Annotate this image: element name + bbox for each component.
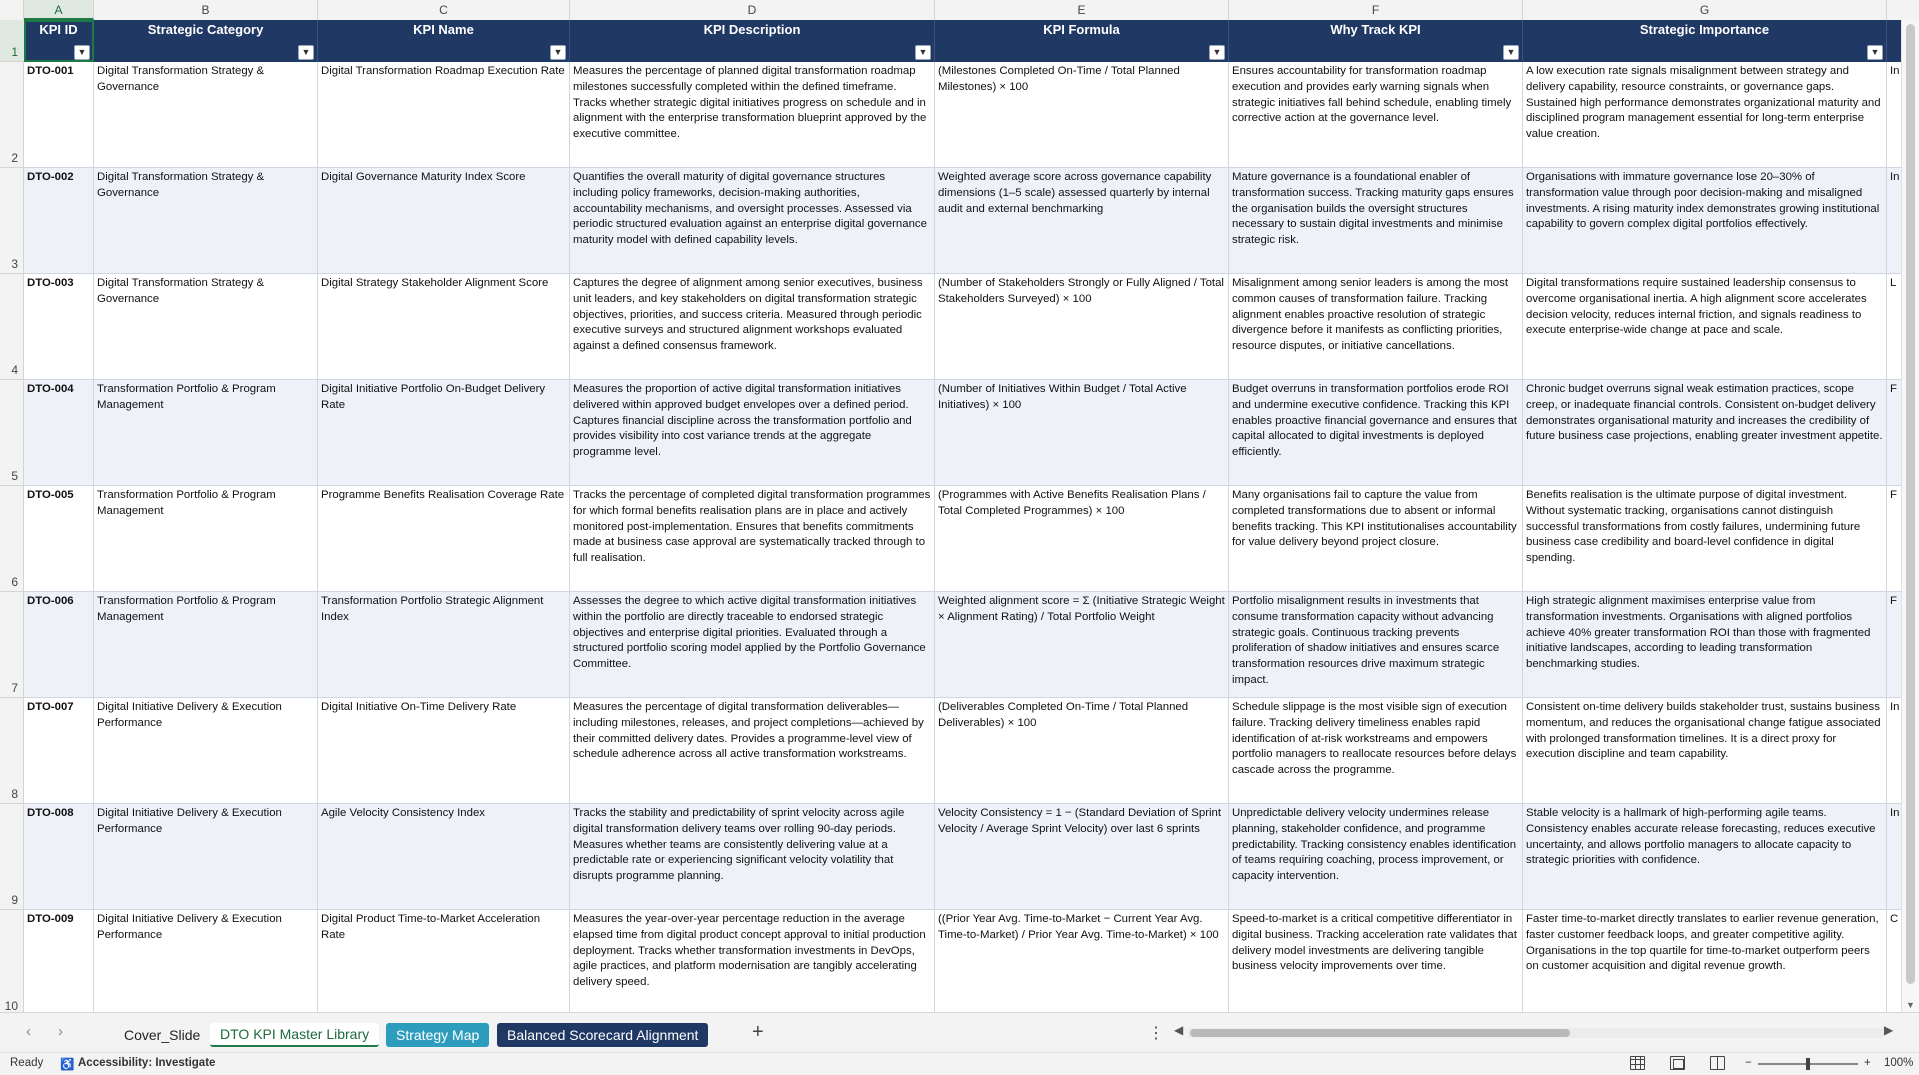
cell-kpi-formula[interactable]: (Deliverables Completed On-Time / Total Planned Deliverables) × 100: [935, 698, 1229, 804]
cell-kpi-formula[interactable]: (Milestones Completed On-Time / Total Planned Milestones) × 100: [935, 62, 1229, 168]
cell-strategic-category[interactable]: Transformation Portfolio & Program Management: [94, 592, 318, 698]
cell-next-column-partial[interactable]: F: [1887, 592, 1919, 698]
cell-kpi-description[interactable]: Measures the percentage of planned digital transformation roadmap milestones successfully completed within the defined timeframe. Tracks whether strategic digital initiatives progress on schedule and in alignment with the enterprise transformation blueprint approved by the executive committee.: [570, 62, 935, 168]
cell-kpi-name[interactable]: Digital Initiative Portfolio On-Budget Delivery Rate: [318, 380, 570, 486]
column-header-a[interactable]: A: [24, 0, 94, 20]
filter-dropdown-icon[interactable]: ▼: [550, 45, 566, 60]
select-all-corner[interactable]: [0, 0, 24, 20]
header-label: Strategic Category: [147, 22, 264, 37]
filter-dropdown-icon[interactable]: ▼: [298, 45, 314, 60]
cell-strategic-importance[interactable]: Chronic budget overruns signal weak estimation practices, scope creep, or inadequate financial controls. Consistent on-budget delivery demonstrates organisational maturity and increases the credibility of future business case projections, enabling greater investment appetite.: [1523, 380, 1887, 486]
cell-kpi-name[interactable]: Digital Strategy Stakeholder Alignment Score: [318, 274, 570, 380]
cell-next-column-partial[interactable]: C: [1887, 910, 1919, 1012]
row-header[interactable]: 7: [0, 592, 24, 698]
row-header[interactable]: 8: [0, 698, 24, 804]
cell-kpi-id[interactable]: DTO-003: [24, 274, 94, 380]
header-cell-kpi-description[interactable]: [570, 20, 935, 62]
header-cell-kpi-formula[interactable]: [935, 20, 1229, 62]
row-header[interactable]: 5: [0, 380, 24, 486]
add-sheet-button[interactable]: +: [752, 1021, 764, 1043]
vertical-scroll-thumb[interactable]: [1906, 24, 1915, 984]
cell-kpi-name[interactable]: Agile Velocity Consistency Index: [318, 804, 570, 910]
cell-next-column-partial[interactable]: In: [1887, 804, 1919, 910]
cell-kpi-name[interactable]: Digital Product Time-to-Market Acceleration Rate: [318, 910, 570, 1012]
cell-why-track-kpi[interactable]: Mature governance is a foundational enabler of transformation success. Tracking maturity gaps ensures the organisation builds the oversight structures necessary to sustain digital investments and minimise strategic risk.: [1229, 168, 1523, 274]
cell-kpi-formula[interactable]: (Programmes with Active Benefits Realisation Plans / Total Completed Programmes) × 100: [935, 486, 1229, 592]
cell-grid[interactable]: [24, 20, 1919, 1012]
filter-dropdown-icon[interactable]: ▼: [1209, 45, 1225, 60]
cell-next-column-partial[interactable]: F: [1887, 380, 1919, 486]
column-header-d[interactable]: D: [570, 0, 935, 20]
cell-kpi-description[interactable]: Measures the year-over-year percentage reduction in the average elapsed time from digital product concept approval to initial production deployment. Tracks whether transformation investments in DevOps, agile practices, and platform modernisation are tangibly accelerating delivery speed.: [570, 910, 935, 1012]
row-header[interactable]: 1: [0, 20, 24, 62]
scroll-down-icon[interactable]: ▼: [1906, 1000, 1915, 1010]
header-label: KPI ID: [39, 22, 78, 37]
cell-kpi-name[interactable]: Digital Governance Maturity Index Score: [318, 168, 570, 274]
row-header-column: [0, 20, 24, 1012]
cell-kpi-name[interactable]: Transformation Portfolio Strategic Alignment Index: [318, 592, 570, 698]
scroll-right-icon[interactable]: ▶: [1884, 1023, 1894, 1037]
row-header[interactable]: 4: [0, 274, 24, 380]
cell-strategic-category[interactable]: Digital Transformation Strategy & Governance: [94, 168, 318, 274]
cell-kpi-id[interactable]: DTO-009: [24, 910, 94, 1012]
header-cell-kpi-id[interactable]: [24, 20, 94, 62]
cell-kpi-description[interactable]: Tracks the percentage of completed digital transformation programmes for which formal benefits realisation plans are in place and actively monitored post-implementation. Ensures that benefits commitments made at business case approval are systematically tracked through to full realisation.: [570, 486, 935, 592]
normal-view-icon[interactable]: [1630, 1056, 1645, 1070]
tab-dto-kpi-master-library[interactable]: DTO KPI Master Library: [210, 1023, 379, 1047]
filter-dropdown-icon[interactable]: ▼: [1867, 45, 1883, 60]
header-label: KPI Description: [703, 22, 801, 37]
cell-kpi-formula[interactable]: (Number of Initiatives Within Budget / Total Active Initiatives) × 100: [935, 380, 1229, 486]
zoom-out-button[interactable]: −: [1745, 1057, 1752, 1069]
cell-next-column-partial[interactable]: In: [1887, 698, 1919, 804]
row-header[interactable]: 10: [0, 910, 24, 1012]
horizontal-scrollbar[interactable]: [1188, 1028, 1884, 1038]
cell-why-track-kpi[interactable]: Portfolio misalignment results in investments that consume transformation capacity without advancing strategic goals. Continuous tracking prevents proliferation of shadow initiatives and ensures scarce transformation resources drive maximum strategic impact.: [1229, 592, 1523, 698]
cell-kpi-description[interactable]: Tracks the stability and predictability of sprint velocity across agile digital transformation delivery teams over rolling 90-day periods. Measures whether teams are consistently delivering value at a predictable rate or experiencing significant velocity volatility that disrupts programme planning.: [570, 804, 935, 910]
column-header-b[interactable]: B: [94, 0, 318, 20]
header-label: Strategic Importance: [1639, 22, 1770, 37]
tab-strategy-map[interactable]: Strategy Map: [386, 1023, 489, 1047]
cell-strategic-category[interactable]: Digital Initiative Delivery & Execution Performance: [94, 804, 318, 910]
cell-kpi-name[interactable]: Digital Transformation Roadmap Execution Rate: [318, 62, 570, 168]
cell-why-track-kpi[interactable]: Unpredictable delivery velocity undermines release planning, stakeholder confidence, and programme predictability. Tracking consistency enables identification of teams requiring coaching, process improvement, or capacity intervention.: [1229, 804, 1523, 910]
vertical-scrollbar[interactable]: [1901, 20, 1919, 1012]
column-header-c[interactable]: C: [318, 0, 570, 20]
page-layout-view-icon[interactable]: [1670, 1056, 1685, 1070]
next-sheet-icon[interactable]: ›: [58, 1023, 63, 1040]
cell-strategic-category[interactable]: Digital Transformation Strategy & Governance: [94, 62, 318, 168]
header-cell-strategic-category[interactable]: [94, 20, 318, 62]
cell-strategic-category[interactable]: Digital Initiative Delivery & Execution Performance: [94, 698, 318, 804]
cell-strategic-importance[interactable]: Faster time-to-market directly translates to earlier revenue generation, faster customer feedback loops, and greater competitive agility. Organisations in the top quartile for time-to-market outperform peers on customer acquisition and digital revenue growth.: [1523, 910, 1887, 1012]
row-header[interactable]: 2: [0, 62, 24, 168]
cell-strategic-importance[interactable]: A low execution rate signals misalignment between strategy and delivery capability, resource constraints, or governance gaps. Sustained high performance demonstrates organizational maturity and disciplined program management essential for long-term enterprise value creation.: [1523, 62, 1887, 168]
header-cell-why-track-kpi[interactable]: [1229, 20, 1523, 62]
cell-kpi-description[interactable]: Quantifies the overall maturity of digital governance structures including policy frameworks, decision-making authorities, accountability mechanisms, and oversight processes. Assessed via periodic structured evaluation against an enterprise digital governance maturity model with defined capability levels.: [570, 168, 935, 274]
status-bar: [0, 1052, 1919, 1075]
column-header-h-partial[interactable]: [1887, 0, 1919, 20]
tab-options-icon[interactable]: ⋮: [1148, 1025, 1164, 1042]
header-cell-strategic-importance[interactable]: [1523, 20, 1887, 62]
filter-dropdown-icon[interactable]: ▼: [915, 45, 931, 60]
cell-strategic-importance[interactable]: Organisations with immature governance lose 20–30% of transformation value through poor decision-making and misaligned investments. A rising maturity index demonstrates growing institutional capability to govern complex digital portfolios effectively.: [1523, 168, 1887, 274]
tab-cover-slide[interactable]: Cover_Slide: [124, 1027, 201, 1043]
row-header[interactable]: 6: [0, 486, 24, 592]
tab-balanced-scorecard-alignment[interactable]: Balanced Scorecard Alignment: [497, 1023, 708, 1047]
header-label: KPI Formula: [1043, 22, 1120, 37]
header-label: KPI Name: [413, 22, 474, 37]
cell-kpi-id[interactable]: DTO-008: [24, 804, 94, 910]
page-break-view-icon[interactable]: [1710, 1056, 1725, 1070]
zoom-level[interactable]: 100%: [1884, 1057, 1914, 1069]
cell-kpi-formula[interactable]: Weighted alignment score = Σ (Initiative Strategic Weight × Alignment Rating) / Total Portfolio Weight: [935, 592, 1229, 698]
cell-next-column-partial[interactable]: F: [1887, 486, 1919, 592]
cell-kpi-formula[interactable]: Weighted average score across governance capability dimensions (1–5 scale) assessed quarterly by internal audit and external benchmarking: [935, 168, 1229, 274]
cell-kpi-description[interactable]: Measures the percentage of digital transformation deliverables—including milestones, releases, and project completions—achieved by their committed delivery dates. Provides a programme-level view of schedule adherence across all active transformation workstreams.: [570, 698, 935, 804]
accessibility-status[interactable]: Accessibility: Investigate: [78, 1057, 216, 1069]
cell-strategic-importance[interactable]: High strategic alignment maximises enterprise value from transformation investments. Organisations with aligned portfolios achieve 40% greater transformation ROI than those with fragmented initiative landscapes, according to leading transformation benchmarking studies.: [1523, 592, 1887, 698]
cell-kpi-name[interactable]: Digital Initiative On-Time Delivery Rate: [318, 698, 570, 804]
cell-kpi-formula[interactable]: ((Prior Year Avg. Time-to-Market − Current Year Avg. Time-to-Market) / Prior Year Avg. Time-to-Market) × 100: [935, 910, 1229, 1012]
cell-kpi-formula[interactable]: Velocity Consistency = 1 − (Standard Deviation of Sprint Velocity / Average Sprint Velocity) over last 6 sprints: [935, 804, 1229, 910]
column-header-g[interactable]: G: [1523, 0, 1887, 20]
cell-why-track-kpi[interactable]: Speed-to-market is a critical competitive differentiator in digital business. Tracking acceleration rate validates that delivery model investments are delivering tangible business velocity improvements over time.: [1229, 910, 1523, 1012]
header-cell-kpi-name[interactable]: [318, 20, 570, 62]
cell-kpi-description[interactable]: Measures the proportion of active digital transformation initiatives delivered within approved budget envelopes over a defined period. Captures financial discipline across the transformation portfolio and provides visibility into cost variance trends at the aggregate programme level.: [570, 380, 935, 486]
cell-why-track-kpi[interactable]: Budget overruns in transformation portfolios erode ROI and undermine executive confidence. Tracking this KPI enables proactive financial governance and ensures that capital allocated to digital investments is deployed efficiently.: [1229, 380, 1523, 486]
cell-kpi-id[interactable]: DTO-001: [24, 62, 94, 168]
cell-strategic-importance[interactable]: Stable velocity is a hallmark of high-performing agile teams. Consistency enables accurate release forecasting, reduces executive uncertainty, and allows portfolio managers to allocate capacity to strategic priorities with confidence.: [1523, 804, 1887, 910]
cell-strategic-importance[interactable]: Digital transformations require sustained leadership consensus to overcome organisational inertia. A high alignment score accelerates decision velocity, reduces internal friction, and signals readiness to execute enterprise-wide change at pace and scale.: [1523, 274, 1887, 380]
cell-strategic-importance[interactable]: Consistent on-time delivery builds stakeholder trust, sustains business momentum, and reduces the organisational change fatigue associated with prolonged transformation timelines. It is a direct proxy for execution discipline and team capability.: [1523, 698, 1887, 804]
column-header-e[interactable]: E: [935, 0, 1229, 20]
cell-kpi-description[interactable]: Captures the degree of alignment among senior executives, business unit leaders, and key stakeholders on digital transformation strategic objectives, priorities, and success criteria. Measured through periodic executive surveys and structured alignment workshops evaluated against a defined consensus framework.: [570, 274, 935, 380]
cell-why-track-kpi[interactable]: Misalignment among senior leaders is among the most common causes of transformation failure. Tracking alignment enables proactive resolution of strategic divergence before it manifests as conflicting priorities, resource disputes, or initiative cancellations.: [1229, 274, 1523, 380]
cell-strategic-importance[interactable]: Benefits realisation is the ultimate purpose of digital investment. Without systematic tracking, organisations cannot distinguish successful transformations from costly failures, undermining future business case credibility and board-level confidence in digital spending.: [1523, 486, 1887, 592]
cell-strategic-category[interactable]: Transformation Portfolio & Program Management: [94, 486, 318, 592]
cell-kpi-id[interactable]: DTO-007: [24, 698, 94, 804]
filter-dropdown-icon[interactable]: ▼: [74, 45, 90, 60]
cell-kpi-id[interactable]: DTO-002: [24, 168, 94, 274]
cell-why-track-kpi[interactable]: Ensures accountability for transformation roadmap execution and provides early warning signals when strategic initiatives fall behind schedule, enabling timely corrective action at the governance level.: [1229, 62, 1523, 168]
status-ready: Ready: [10, 1057, 44, 1069]
cell-strategic-category[interactable]: Transformation Portfolio & Program Management: [94, 380, 318, 486]
scroll-left-icon[interactable]: ◀: [1174, 1023, 1184, 1037]
zoom-in-button[interactable]: +: [1864, 1057, 1871, 1069]
column-header-f[interactable]: F: [1229, 0, 1523, 20]
filter-dropdown-icon[interactable]: ▼: [1503, 45, 1519, 60]
horizontal-scroll-thumb[interactable]: [1190, 1029, 1570, 1037]
cell-kpi-id[interactable]: DTO-004: [24, 380, 94, 486]
row-header[interactable]: 9: [0, 804, 24, 910]
cell-next-column-partial[interactable]: L: [1887, 274, 1919, 380]
cell-kpi-description[interactable]: Assesses the degree to which active digital transformation initiatives within the portfolio are directly traceable to endorsed strategic objectives and enterprise digital priorities. Evaluated through a structured portfolio scoring model applied by the Portfolio Governance Committee.: [570, 592, 935, 698]
accessibility-icon[interactable]: ♿: [60, 1059, 75, 1071]
cell-next-column-partial[interactable]: In: [1887, 62, 1919, 168]
cell-why-track-kpi[interactable]: Many organisations fail to capture the value from completed transformations due to absent or informal benefits tracking. This KPI institutionalises accountability for value delivery beyond project closure.: [1229, 486, 1523, 592]
cell-strategic-category[interactable]: Digital Transformation Strategy & Governance: [94, 274, 318, 380]
cell-next-column-partial[interactable]: In: [1887, 168, 1919, 274]
cell-why-track-kpi[interactable]: Schedule slippage is the most visible sign of execution failure. Tracking delivery timeliness enables rapid identification of at-risk workstreams and empowers portfolio managers to reallocate resources before delays cascade across the programme.: [1229, 698, 1523, 804]
cell-kpi-id[interactable]: DTO-005: [24, 486, 94, 592]
column-header-row: [0, 0, 1919, 20]
cell-strategic-category[interactable]: Digital Initiative Delivery & Execution Performance: [94, 910, 318, 1012]
cell-kpi-id[interactable]: DTO-006: [24, 592, 94, 698]
cell-kpi-name[interactable]: Programme Benefits Realisation Coverage Rate: [318, 486, 570, 592]
prev-sheet-icon[interactable]: ‹: [26, 1023, 31, 1040]
sheet-tab-bar: [0, 1012, 1919, 1052]
cell-kpi-formula[interactable]: (Number of Stakeholders Strongly or Fully Aligned / Total Stakeholders Surveyed) × 100: [935, 274, 1229, 380]
header-label: Why Track KPI: [1330, 22, 1421, 37]
row-header[interactable]: 3: [0, 168, 24, 274]
zoom-slider-thumb[interactable]: [1806, 1058, 1810, 1070]
